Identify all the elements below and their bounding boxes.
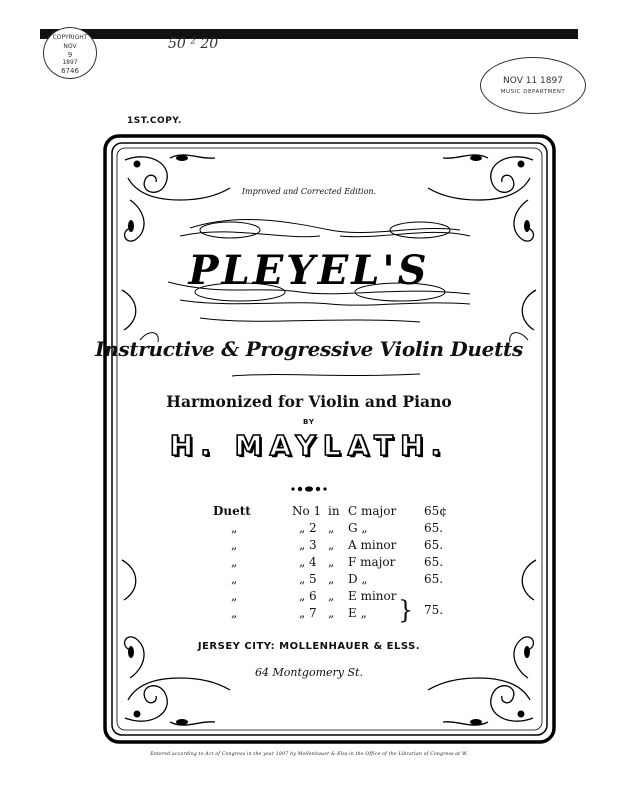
- row-prep: „: [328, 555, 335, 569]
- row-key: F major: [348, 555, 396, 569]
- row-label: „: [231, 589, 238, 603]
- stamp-line: NOV: [63, 43, 77, 50]
- subtitle: Instructive & Progressive Violin Duetts: [95, 337, 523, 361]
- row-key: E minor: [348, 589, 397, 603]
- row-label: „: [231, 555, 238, 569]
- row-price: 65.: [424, 538, 444, 552]
- row-label: „: [231, 572, 238, 586]
- stamp-line: 9: [67, 51, 73, 59]
- publisher-line: JERSEY CITY: MOLLENHAUER & ELSS.: [197, 641, 421, 652]
- grouping-brace: }: [398, 595, 414, 625]
- row-key: C major: [348, 504, 397, 518]
- row-prep: „: [328, 521, 335, 535]
- author-name: H. MAYLATH.: [169, 429, 449, 462]
- row-number: „ 5: [299, 572, 317, 586]
- row-price: 65.: [424, 555, 444, 569]
- row-number: „ 7: [299, 606, 317, 620]
- row-price: 65.: [424, 572, 444, 586]
- row-number: No 1: [292, 504, 322, 518]
- row-prep: „: [328, 572, 335, 586]
- stamp-line: 6746: [61, 67, 79, 75]
- row-prep: „: [328, 589, 335, 603]
- row-number: „ 3: [299, 538, 317, 552]
- edition-note: Improved and Corrected Edition.: [241, 187, 377, 196]
- stamp-line: 1897: [62, 59, 78, 66]
- row-number: „ 6: [299, 589, 317, 603]
- stamp-line: COPYRIGHT: [52, 34, 88, 41]
- row-label: „: [231, 521, 238, 535]
- row-number: „ 2: [299, 521, 317, 535]
- row-key: G „: [348, 521, 368, 535]
- row-label: „: [231, 538, 238, 552]
- copyright-entry-note: Entered according to Act of Congress in the year 1897 by Mollenhauer & Elss in the Office of the Librarian of Congress at W.: [150, 752, 468, 757]
- row-key: A minor: [348, 538, 397, 552]
- publisher-address: 64 Montgomery St.: [255, 666, 363, 679]
- row-key: E „: [348, 606, 367, 620]
- handwritten-note: 50 ² 20: [168, 36, 219, 52]
- harmonized-line: Harmonized for Violin and Piano: [166, 392, 452, 411]
- row-key: D „: [348, 572, 368, 586]
- by-line: BY: [302, 418, 316, 426]
- row-prep: in: [328, 504, 340, 518]
- row-number: „ 4: [299, 555, 317, 569]
- row-label: Duett: [213, 504, 251, 518]
- row-prep: „: [328, 606, 335, 620]
- copy-mark: 1ST.COPY.: [127, 116, 182, 126]
- page-title: PLEYEL'S: [188, 247, 430, 294]
- stamp-label: MUSIC DEPARTMENT: [500, 89, 566, 95]
- row-price: 65¢: [424, 504, 447, 518]
- row-prep: „: [328, 538, 335, 552]
- stamp-date: NOV 11 1897: [503, 76, 563, 86]
- row-price: 65.: [424, 521, 444, 535]
- row-price: 75.: [424, 603, 444, 617]
- row-label: „: [231, 606, 238, 620]
